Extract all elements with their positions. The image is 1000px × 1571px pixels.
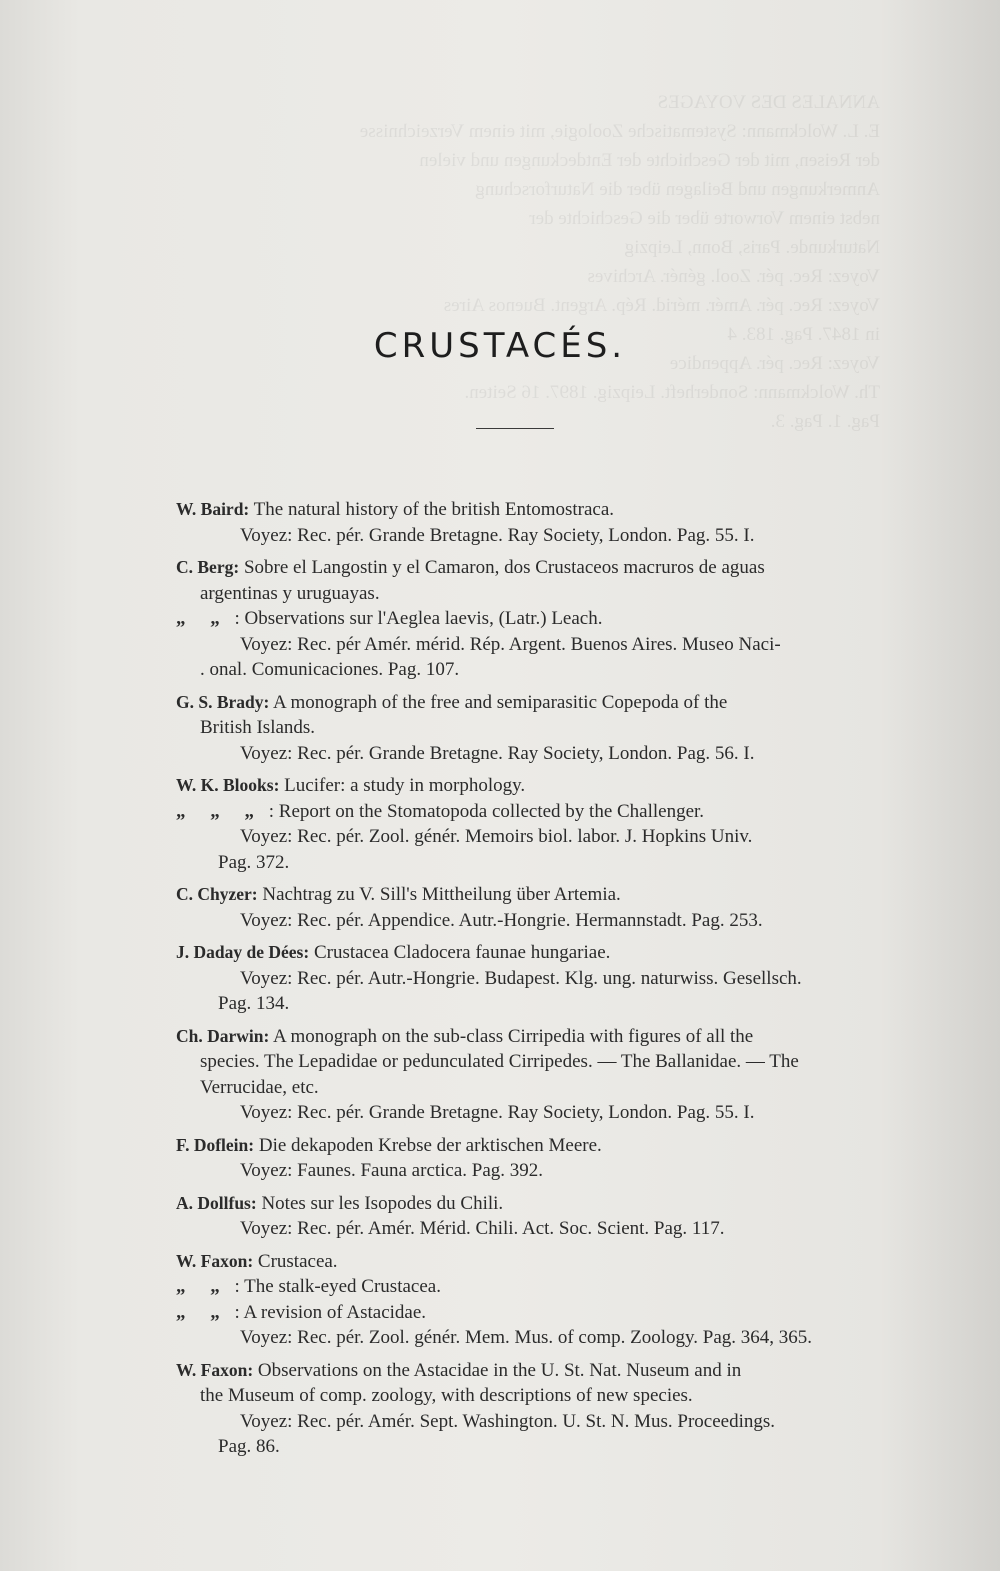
show-through-line: Naturkunde. Paris, Bonn, Leipzig (624, 237, 880, 258)
continuation-line: Verrucidae, etc. (200, 1076, 319, 1098)
author-name: W. Baird: (176, 499, 250, 519)
show-through-line: Th. Wolckmann: Sonderheft. Leipzig. 1897. 16 Seiten. (464, 382, 880, 403)
show-through-line: Voyez: Rec. pér. Appendice (669, 353, 880, 374)
continuation-line: . onal. Comunicaciones. Pag. 107. (200, 659, 460, 680)
continuation-line: British Islands. (200, 717, 316, 738)
show-through-line: Pag. 1. Pag. 3. (770, 411, 880, 432)
entry-heading-line (176, 1249, 906, 1275)
continuation-line: the Museum of comp. zoology, with descriptions of new species. (200, 1385, 693, 1406)
show-through-line: Voyez: Rec. pér. Zool. génér. Archives (587, 266, 880, 287)
work-title: : The stalk-eyed Crustacea. (229, 1276, 441, 1297)
bibliography-entry (176, 497, 906, 548)
continuation-line: species. The Lepadidae or pedunculated Cirripedes. — The Ballanidae. — The (200, 1051, 799, 1072)
work-title: Nachtrag zu V. Sill's Mittheilung über Artemia. (257, 884, 621, 905)
work-title: Lucifer: a study in morphology. (279, 775, 526, 796)
author-name: A. Dollfus: (176, 1192, 257, 1213)
work-title: : Observations sur l'Aeglea laevis, (Latr.) Leach. (229, 608, 603, 629)
voyez-reference: Voyez: Rec. pér. Grande Bretagne. Ray Society, London. Pag. 56. I. (240, 742, 755, 764)
author-name: Ch. Darwin: (176, 1025, 270, 1046)
show-through-line: nebst einem Vorworte über die Geschichte der (529, 208, 880, 229)
voyez-reference: Voyez: Rec. pér. Amér. Mérid. Chili. Act. Soc. Scient. Pag. 117. (240, 1218, 725, 1239)
entry-heading-line (176, 773, 906, 799)
work-title: Die dekapoden Krebse der arktischen Meere. (254, 1134, 602, 1156)
page-reference: Pag. 134. (218, 993, 290, 1014)
work-title: Sobre el Langostin y el Camaron, dos Crustaceos macruros de aguas (239, 557, 765, 578)
voyez-reference: Voyez: Rec. pér Amér. mérid. Rép. Argent. Buenos Aires. Museo Naci- (240, 633, 781, 655)
work-title: Notes sur les Isopodes du Chili. (256, 1192, 504, 1214)
author-name: C. Berg: (176, 557, 240, 577)
entry-heading-line (176, 1024, 906, 1050)
ditto-mark: „ „ (176, 1276, 230, 1297)
voyez-reference: Voyez: Rec. pér. Appendice. Autr.-Hongrie. Hermannstadt. Pag. 253. (240, 909, 763, 931)
author-name: J. Daday de Dées: (176, 942, 310, 962)
voyez-reference: Voyez: Rec. pér. Amér. Sept. Washington. U. St. N. Mus. Proceedings. (240, 1410, 776, 1432)
bibliography-entry (176, 773, 906, 875)
continuation-line: argentinas y uruguayas. (200, 582, 380, 604)
work-title: : A revision of Astacidae. (229, 1301, 427, 1323)
page-reference: Pag. 372. (218, 851, 290, 873)
author-name: W. Faxon: (176, 1250, 254, 1271)
entry-heading-line (176, 606, 906, 632)
work-title: Observations on the Astacidae in the U. St. Nat. Nuseum and in (253, 1359, 742, 1381)
work-title: The natural history of the british Entomostraca. (249, 499, 615, 520)
entry-heading-line (176, 690, 906, 716)
entry-heading-line (176, 1274, 906, 1300)
entry-heading-line (176, 1300, 906, 1326)
work-title: A monograph of the free and semiparasitic Copepoda of the (269, 691, 728, 713)
ditto-mark: „ „ „ (176, 800, 264, 822)
author-name: W. Faxon: (176, 1359, 254, 1380)
bibliography-list (176, 497, 906, 1467)
page-reference: Pag. 86. (218, 1436, 280, 1457)
bibliography-entry (176, 1249, 906, 1351)
bibliography-entry (176, 1358, 906, 1460)
show-through-line: Anmerkungen und Beilagen über die Naturforschung (475, 179, 880, 200)
voyez-reference: Voyez: Rec. pér. Grande Bretagne. Ray Society, London. Pag. 55. I. (240, 1102, 755, 1123)
voyez-reference: Voyez: Rec. pér. Zool. génér. Mem. Mus. of comp. Zoology. Pag. 364, 365. (240, 1327, 813, 1348)
bibliography-entry (176, 555, 906, 683)
entry-heading-line (176, 555, 906, 581)
author-name: G. S. Brady: (176, 691, 270, 712)
show-through-line: E. L. Wolckmann: Systematische Zoologie, mit einem Verzeichnisse (359, 121, 880, 142)
voyez-reference: Voyez: Rec. pér. Grande Bretagne. Ray Society, London. Pag. 55. I. (240, 524, 755, 546)
entry-heading-line (176, 940, 906, 966)
bibliography-entry (176, 1133, 906, 1184)
bibliography-entry (176, 940, 906, 1017)
author-name: W. K. Blooks: (176, 775, 280, 795)
bibliography-entry (176, 1024, 906, 1126)
author-name: F. Doflein: (176, 1134, 255, 1155)
entry-heading-line (176, 497, 906, 523)
show-through-line: der Reisen, mit der Geschichte der Entdeckungen und vielen (419, 150, 880, 171)
bibliography-entry (176, 690, 906, 767)
work-title: Crustacea. (253, 1250, 338, 1272)
voyez-reference: Voyez: Rec. pér. Autr.-Hongrie. Budapest. Klg. ung. naturwiss. Gesellsch. (240, 967, 802, 989)
bibliography-entry (176, 882, 906, 933)
entry-heading-line (176, 1191, 906, 1217)
page-title: CRUSTACÉS. (373, 326, 627, 366)
work-title: Crustacea Cladocera faunae hungariae. (309, 942, 611, 963)
bibliography-entry (176, 1191, 906, 1242)
voyez-reference: Voyez: Rec. pér. Zool. génér. Memoirs biol. labor. J. Hopkins Univ. (240, 826, 753, 847)
entry-heading-line (176, 799, 906, 825)
show-through-line: ANNALES DES VOYAGES (657, 92, 880, 113)
work-title: A monograph on the sub-class Cirripedia with figures of all the (269, 1025, 754, 1047)
entry-heading-line (176, 1358, 906, 1384)
show-through-line: in 1847. Pag. 183. 4 (727, 324, 880, 345)
entry-heading-line (176, 882, 906, 908)
show-through-line: Voyez: Rec. pér. Amér. mérid. Rép. Argent. Buenos Aires (443, 295, 880, 316)
ditto-mark: „ „ (176, 608, 230, 629)
voyez-reference: Voyez: Faunes. Fauna arctica. Pag. 392. (240, 1160, 544, 1181)
entry-heading-line (176, 1133, 906, 1159)
ditto-mark: „ „ (176, 1301, 230, 1323)
title-rule (476, 428, 554, 429)
author-name: C. Chyzer: (176, 884, 258, 904)
work-title: : Report on the Stomatopoda collected by the Challenger. (264, 800, 705, 822)
